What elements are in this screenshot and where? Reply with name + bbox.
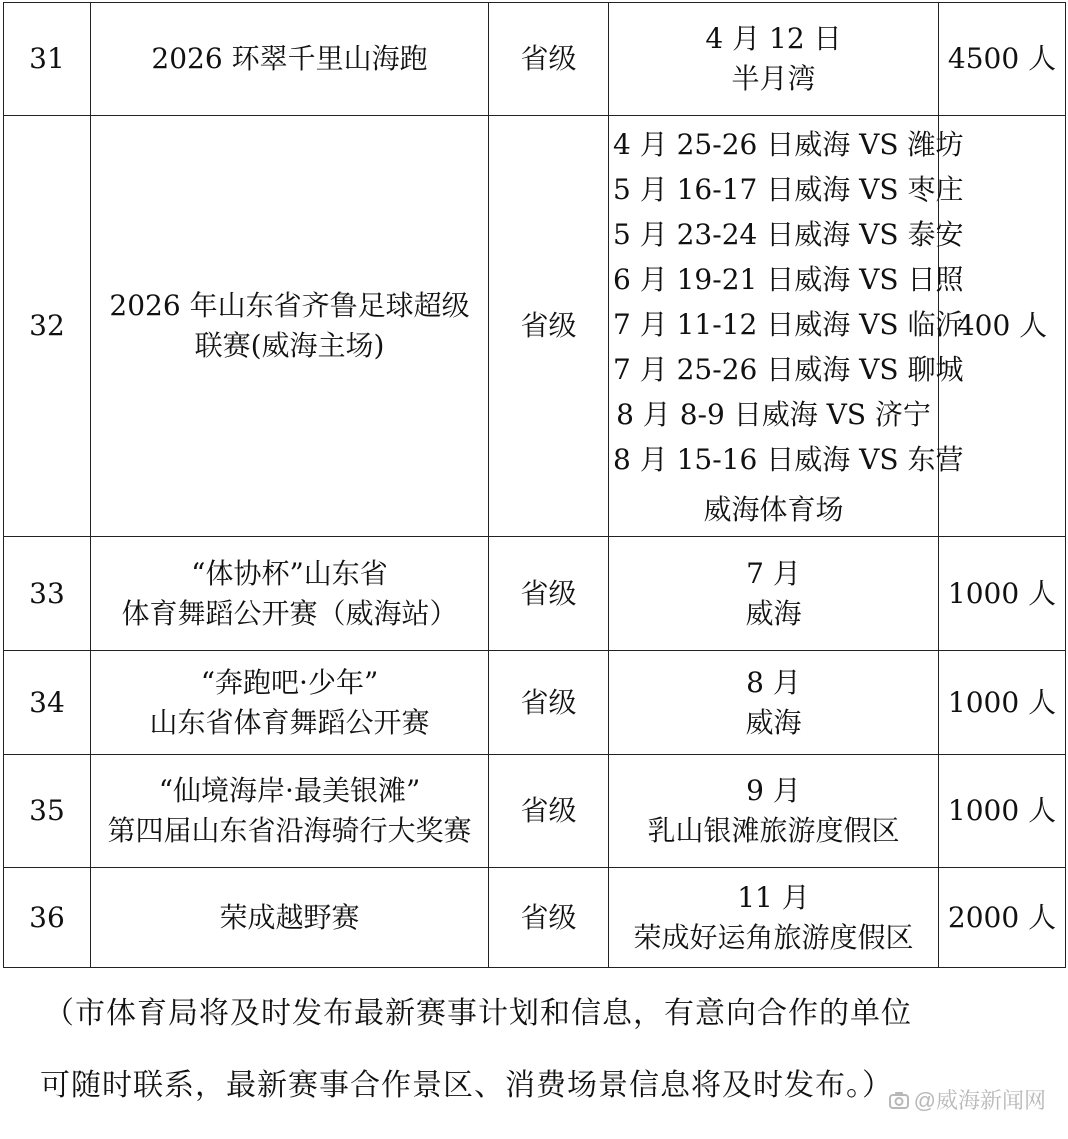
event-name-line: “仙境海岸·最美银滩” bbox=[158, 774, 421, 807]
event-place: 乳山银滩旅游度假区 bbox=[647, 814, 900, 847]
table-row bbox=[4, 537, 1066, 651]
events-table bbox=[3, 2, 1066, 968]
event-name-line: 联赛(威海主场) bbox=[194, 329, 385, 362]
event-level: 省级 bbox=[489, 868, 609, 968]
event-time-place bbox=[609, 116, 964, 537]
event-scale: 1000 人 bbox=[939, 755, 1066, 868]
event-level: 省级 bbox=[489, 3, 609, 116]
row-number: 32 bbox=[4, 116, 91, 537]
row-number: 31 bbox=[4, 3, 91, 116]
event-place: 半月湾 bbox=[731, 62, 816, 95]
event-name bbox=[91, 3, 489, 116]
watermark-text: @威海新闻网 bbox=[913, 1088, 1046, 1113]
event-place: 威海 bbox=[745, 705, 802, 739]
match-schedule-line: 5 月 16-17 日威海 VS 枣庄 bbox=[613, 173, 964, 206]
table-row bbox=[4, 755, 1066, 868]
event-place: 威海体育场 bbox=[703, 493, 844, 526]
row-number: 34 bbox=[4, 651, 91, 755]
match-schedule-line: 8 月 8-9 日威海 VS 济宁 bbox=[616, 398, 931, 431]
event-scale: 1000 人 bbox=[939, 651, 1066, 755]
event-level: 省级 bbox=[489, 116, 609, 537]
match-schedule-line: 4 月 25-26 日威海 VS 潍坊 bbox=[613, 128, 964, 161]
event-time: 7 月 bbox=[746, 556, 801, 590]
watermark bbox=[888, 1084, 1046, 1115]
table-row bbox=[4, 116, 1066, 537]
event-name-line: “奔跑吧·少年” bbox=[200, 665, 379, 699]
event-level: 省级 bbox=[489, 651, 609, 755]
event-name-line: “体协杯”山东省 bbox=[191, 556, 388, 590]
event-name bbox=[91, 116, 489, 537]
event-name-line: 2026 年山东省齐鲁足球超级 bbox=[109, 289, 470, 322]
camera-icon bbox=[888, 1089, 910, 1111]
event-time: 11 月 bbox=[737, 880, 810, 914]
event-time: 8 月 bbox=[746, 665, 801, 699]
table-row bbox=[4, 868, 1066, 968]
match-schedule-line: 5 月 23-24 日威海 VS 泰安 bbox=[613, 218, 964, 251]
event-name-line: 体育舞蹈公开赛（威海站） bbox=[121, 596, 458, 630]
event-time-place bbox=[609, 755, 939, 868]
row-number: 33 bbox=[4, 537, 91, 651]
table-row bbox=[4, 651, 1066, 755]
event-name-line: 2026 环翠千里山海跑 bbox=[151, 42, 428, 75]
event-scale: 2000 人 bbox=[939, 868, 1066, 968]
event-time-place bbox=[609, 651, 939, 755]
footnote-line: 可随时联系，最新赛事合作景区、消费场景信息将及时发布。） bbox=[40, 1068, 893, 1103]
match-schedule-line: 8 月 15-16 日威海 VS 东营 bbox=[613, 443, 964, 476]
event-name-line: 山东省体育舞蹈公开赛 bbox=[149, 705, 430, 739]
footnote-line: （市体育局将及时发布最新赛事计划和信息，有意向合作的单位 bbox=[44, 996, 912, 1031]
event-name-line: 荣成越野赛 bbox=[219, 900, 360, 934]
event-time: 4 月 12 日 bbox=[705, 22, 842, 55]
row-number: 36 bbox=[4, 868, 91, 968]
event-level: 省级 bbox=[489, 755, 609, 868]
match-schedule-line: 7 月 25-26 日威海 VS 聊城 bbox=[613, 353, 964, 386]
event-time-place bbox=[609, 868, 939, 968]
event-name bbox=[91, 755, 489, 868]
event-place: 荣成好运角旅游度假区 bbox=[633, 920, 914, 954]
match-schedule-line: 7 月 11-12 日威海 VS 临沂 bbox=[613, 308, 964, 341]
event-name bbox=[91, 868, 489, 968]
table-row bbox=[4, 3, 1066, 116]
event-name bbox=[91, 651, 489, 755]
event-scale: 1000 人 bbox=[939, 537, 1066, 651]
event-time-place bbox=[609, 537, 939, 651]
event-place: 威海 bbox=[745, 596, 802, 630]
event-scale: 400 人 bbox=[939, 116, 1066, 537]
event-level: 省级 bbox=[489, 537, 609, 651]
event-scale: 4500 人 bbox=[939, 3, 1066, 116]
event-name-line: 第四届山东省沿海骑行大奖赛 bbox=[107, 814, 472, 847]
event-time: 9 月 bbox=[746, 774, 801, 807]
match-schedule-line: 6 月 19-21 日威海 VS 日照 bbox=[613, 263, 964, 296]
event-time-place bbox=[609, 3, 939, 116]
row-number: 35 bbox=[4, 755, 91, 868]
event-name bbox=[91, 537, 489, 651]
